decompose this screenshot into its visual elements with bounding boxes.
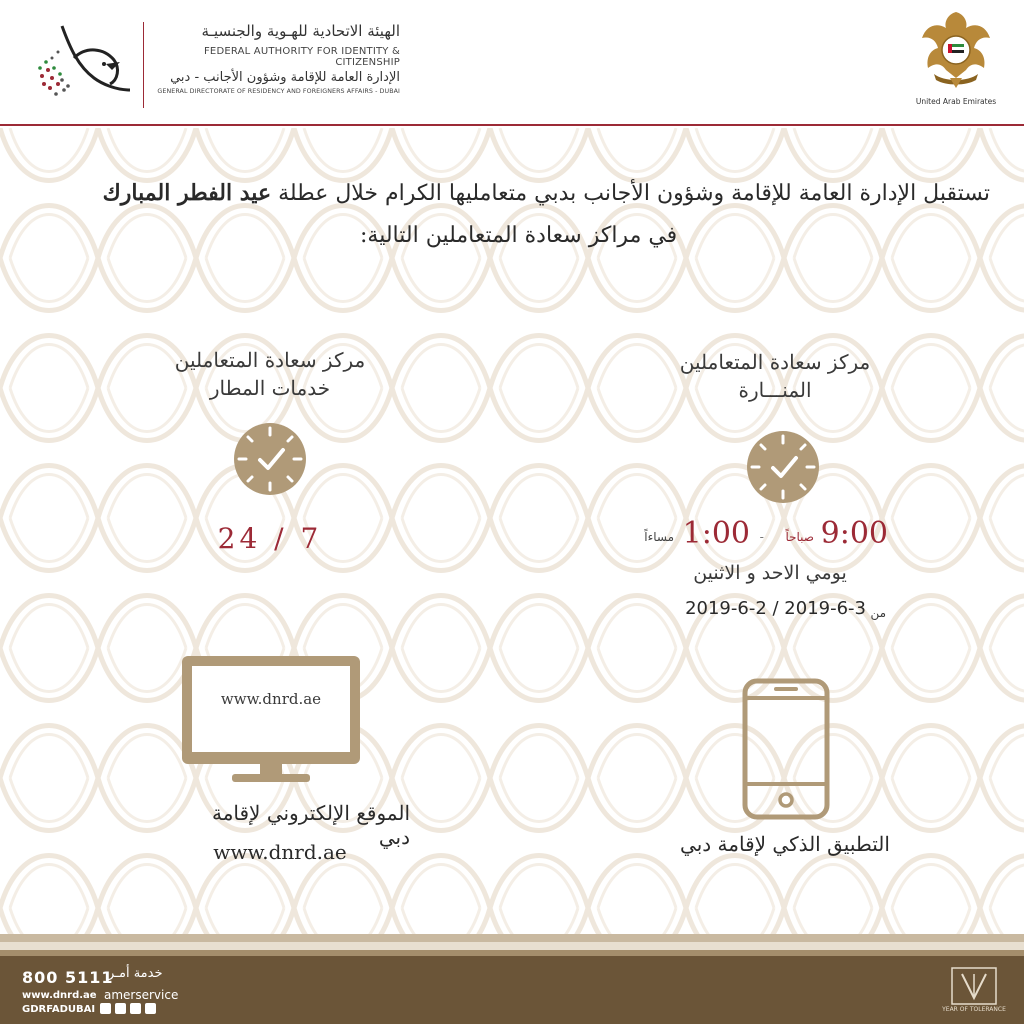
logo-divider xyxy=(143,22,144,108)
announcement-text xyxy=(30,172,990,257)
airport-center-title xyxy=(130,346,410,402)
falcon-logo-icon xyxy=(32,18,136,104)
pm-label: مساءاً xyxy=(644,530,674,544)
monitor-icon xyxy=(180,654,362,784)
manara-days: يومي الاحد و الاثنين xyxy=(693,562,847,584)
uae-emblem-icon xyxy=(920,8,992,90)
airport-title-line-2: خدمات المطار xyxy=(209,376,331,400)
open-time: 9:00 xyxy=(820,516,888,551)
footer-amer-arabic: خدمة أمـر xyxy=(108,966,163,981)
announcement-line-1-text: تستقبل الإدارة العامة للإقامة وشؤون الأجانب بدبي متعامليها الكرام خلال عطلة xyxy=(271,181,990,206)
website-url-link[interactable]: www.dnrd.ae xyxy=(213,840,347,864)
website-label: الموقع الإلكتروني لإقامة دبي xyxy=(211,801,410,849)
am-label: صباحاً xyxy=(785,530,814,544)
facebook-icon[interactable] xyxy=(115,1003,126,1014)
footer-amer-english: amerservice xyxy=(104,988,179,1002)
footer-stripe-1 xyxy=(0,934,1024,942)
clock-icon xyxy=(746,430,820,504)
org-name-ar-1: الهيئة الاتحادية للهـوية والجنسيـة xyxy=(201,22,400,40)
footer-phone-number[interactable]: 800 5111 xyxy=(22,968,114,987)
time-separator: - xyxy=(759,530,764,544)
org-name-ar-2: الإدارة العامة للإقامة وشؤون الأجانب - دبي xyxy=(170,70,400,85)
footer-stripe-2 xyxy=(0,942,1024,950)
uae-label: United Arab Emirates xyxy=(915,97,997,106)
manara-title-line-2: المنـــارة xyxy=(738,378,812,402)
org-name-en-2: GENERAL DIRECTORATE OF RESIDENCY AND FOREIGNERS AFFAIRS - DUBAI xyxy=(157,88,400,95)
airport-hours: 24 / 7 xyxy=(217,522,323,555)
manara-date-range xyxy=(640,598,890,628)
monitor-screen-url: www.dnrd.ae xyxy=(220,690,322,708)
header-divider-line xyxy=(0,124,1024,126)
from-label: من xyxy=(870,606,886,620)
date-range-text: 2019-6-2 / 2019-6-3 xyxy=(685,598,866,619)
org-name-en-1: FEDERAL AUTHORITY FOR IDENTITY & CITIZENSHIP xyxy=(203,46,400,68)
airport-title-line-1: مركز سعادة المتعاملين xyxy=(174,348,366,372)
announcement-line-1 xyxy=(30,172,990,215)
manara-working-hours xyxy=(640,516,900,556)
youtube-icon[interactable] xyxy=(145,1003,156,1014)
year-of-tolerance-text: YEAR OF TOLERANCE xyxy=(942,1006,1006,1013)
footer xyxy=(0,956,1024,1024)
footer-social-handle: GDRFADUBAI xyxy=(22,1004,96,1015)
close-time: 1:00 xyxy=(682,516,750,551)
footer-website-link[interactable]: www.dnrd.ae xyxy=(22,990,97,1001)
smartphone-icon xyxy=(742,678,830,820)
manara-title-line-1: مركز سعادة المتعاملين xyxy=(679,350,871,374)
smart-app-label: التطبيق الذكي لإقامة دبي xyxy=(680,832,890,856)
eid-al-fitr-highlight: عيد الفطر المبارك xyxy=(102,180,272,206)
instagram-icon[interactable] xyxy=(100,1003,111,1014)
manara-center-title xyxy=(630,348,920,404)
announcement-line-2: في مراكز سعادة المتعاملين التالية: xyxy=(360,223,678,248)
organization-names xyxy=(150,22,400,95)
twitter-icon[interactable] xyxy=(130,1003,141,1014)
header xyxy=(0,0,1024,126)
clock-icon xyxy=(233,422,307,496)
